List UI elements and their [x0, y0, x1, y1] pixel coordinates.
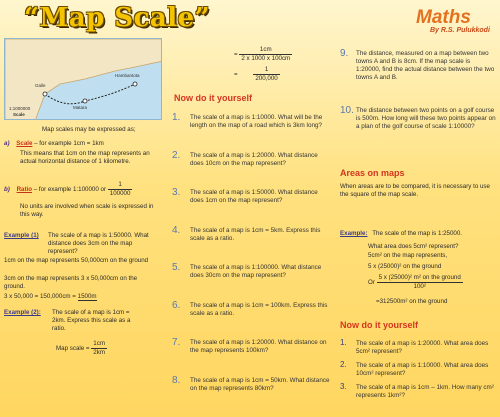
- equation-1-den: 2 x 1000 x 100cm: [241, 54, 291, 62]
- question-number: 3.: [340, 382, 347, 391]
- scale-definition: [4, 140, 164, 148]
- equation-2-num: 1: [253, 66, 279, 75]
- example-1-calc: 3 x 50,000 = 150,000cm =: [4, 293, 78, 300]
- area-example-line-5: =312500m² on the ground: [376, 298, 448, 305]
- areas-text: When areas are to be compared, it is necessary to use the square of the map scale.: [340, 183, 490, 198]
- question-text: The scale of a map is 1:10000. What area does 10cm² represent?: [356, 362, 489, 378]
- area-example: [340, 230, 500, 238]
- area-example-line-2: 5cm² on the map represents,: [368, 252, 448, 259]
- example-2-label: [4, 309, 44, 317]
- example-1-question: The scale of a map is 1:50000. What distance does 3cm on the map represent?: [48, 232, 149, 255]
- equation-1: [234, 46, 334, 63]
- practice-heading: Now do it yourself: [174, 93, 253, 103]
- practice-heading-2: Now do it yourself: [340, 320, 419, 330]
- map-scale-label: Scale: [13, 112, 25, 117]
- ratio-note: No units are involved when scale is expressed in this way.: [20, 203, 154, 218]
- question-text: The scale of a map is 1:100000. What distance does 30cm on the map represent?: [190, 264, 322, 280]
- question-text: The scale of a map is 1:20000. What area does 5cm² represent?: [356, 340, 489, 356]
- example-1-line-1: 1cm on the map represents 50,000cm on the ground: [4, 257, 149, 264]
- area-example-fraction: [377, 274, 463, 291]
- ratio-fraction-den: 100000: [109, 189, 131, 197]
- ratio-example: – for example 1:100000 or: [32, 186, 107, 194]
- subject-label: Maths: [416, 7, 471, 28]
- example-1-line-3: [4, 293, 164, 301]
- map-image: [4, 38, 162, 120]
- ratio-term: Ratio: [16, 186, 33, 194]
- area-example-line-1: What area does 5cm² represent?: [368, 243, 459, 250]
- question-text: The scale of a map is 1cm – 1km. How many cm² represents 1km²?: [356, 384, 494, 400]
- area-example-den: 100²: [413, 282, 426, 290]
- question-number: 2.: [340, 360, 347, 369]
- area-example-label: Example:: [340, 230, 368, 237]
- question-text: The scale of a map is 1cm = 5km. Express this scale as a ratio.: [190, 226, 321, 242]
- example-2-question: The scale of a map is 1cm = 2km. Express this scale as a ratio.: [52, 309, 131, 332]
- question-text: The scale of a map is 1:10000. What will be the length on the map of a road which is 3km long?: [190, 114, 323, 130]
- map-place-galle: Galle: [35, 83, 46, 88]
- areas-heading: Areas on maps: [340, 168, 405, 178]
- example-1-answer: 1500m: [77, 293, 97, 300]
- question-number: 9.: [340, 48, 349, 59]
- example-2-lhs: Map scale =: [56, 345, 90, 353]
- example-1-label: [4, 232, 44, 240]
- question-number: 2.: [172, 149, 181, 161]
- scale-term: Scale: [16, 140, 33, 147]
- question-text: The scale of a map is 1:20000. What distance does 10cm on the map represent?: [190, 151, 318, 167]
- area-example-line-3: 5 x (25000)² on the ground: [368, 263, 442, 270]
- equation-2-fraction: [253, 66, 279, 83]
- author-label: By R.S. Pulukkodi: [430, 27, 490, 34]
- question-number: 6.: [172, 299, 181, 311]
- question-number: 8.: [172, 374, 181, 386]
- question-text: The scale of a map is 1:50000. What distance does 1cm on the map represent?: [190, 189, 318, 205]
- scale-example: – for example 1cm = 1km: [32, 140, 104, 147]
- ratio-fraction-num: 1: [108, 181, 133, 190]
- area-example-or: Or: [368, 279, 377, 287]
- question-text: The distance between two points on a golf course is 500m. How long will these two points appear on a plan of the golf course of scale 1:10000?: [356, 107, 496, 131]
- question-number: 3.: [172, 187, 181, 198]
- equation-2-eq: =: [234, 71, 238, 79]
- question-text: The scale of a map is 1cm = 50km. What distance on the map represents 80km?: [190, 376, 330, 392]
- ratio-fraction: [108, 181, 133, 198]
- question-number: 4.: [172, 224, 181, 236]
- item-a-label: a): [4, 140, 10, 147]
- area-example-question: The scale of the map is 1:25000.: [372, 230, 463, 237]
- intro-text: Map scales may be expressed as;: [42, 126, 136, 133]
- question-text: The scale of a map is 1cm = 100km. Express this scale as a ratio.: [190, 301, 328, 317]
- example-1-line-2: 3cm on the map represents 3 x 50,000cm on the ground.: [4, 275, 138, 290]
- map-place-hambantota: Hambantota: [115, 73, 140, 78]
- example-2-num: 1cm: [93, 340, 105, 347]
- page-title: “Map Scale”: [24, 3, 211, 33]
- question-number: 1.: [340, 338, 347, 347]
- column-3: [338, 0, 498, 417]
- example-2-label-text: Example (2):: [4, 309, 41, 316]
- example-1-label-text: Example (1): [4, 232, 39, 239]
- example-2-fraction: [91, 340, 107, 357]
- equation-2: [234, 66, 334, 83]
- example-2-den: 2km: [93, 348, 105, 356]
- area-example-num: 5 x (25000)² m² on the ground: [378, 274, 461, 281]
- equation-2-den: 200,000: [255, 74, 278, 82]
- question-text: The distance, measured on a map between two towns A and B is 8cm. If the map scale is 1:20000, find the actual distance between the two towns A and B.: [356, 50, 495, 82]
- ratio-definition: [4, 181, 164, 198]
- equation-1-eq: =: [234, 51, 238, 59]
- area-example-line-4: [368, 274, 498, 291]
- equation-1-fraction: [239, 46, 292, 63]
- scale-description: This means that 1cm on the map represents an actual horizontal distance of 1 kilometre.: [20, 150, 150, 165]
- item-b-label: b): [4, 186, 10, 194]
- question-number: 7.: [172, 337, 181, 348]
- column-2: [168, 0, 336, 417]
- question-text: The scale of a map is 1:20000. What distance on the map represents 100km?: [190, 339, 327, 355]
- map-scale-ratio: 1:1000000: [9, 106, 31, 111]
- column-1: [0, 0, 165, 417]
- example-2-answer: [56, 340, 166, 357]
- map-place-matara: Matara: [73, 105, 88, 110]
- question-number: 5.: [172, 262, 181, 273]
- question-number: 10.: [340, 105, 354, 116]
- equation-1-num: 1cm: [239, 46, 292, 55]
- question-number: 1.: [172, 112, 181, 123]
